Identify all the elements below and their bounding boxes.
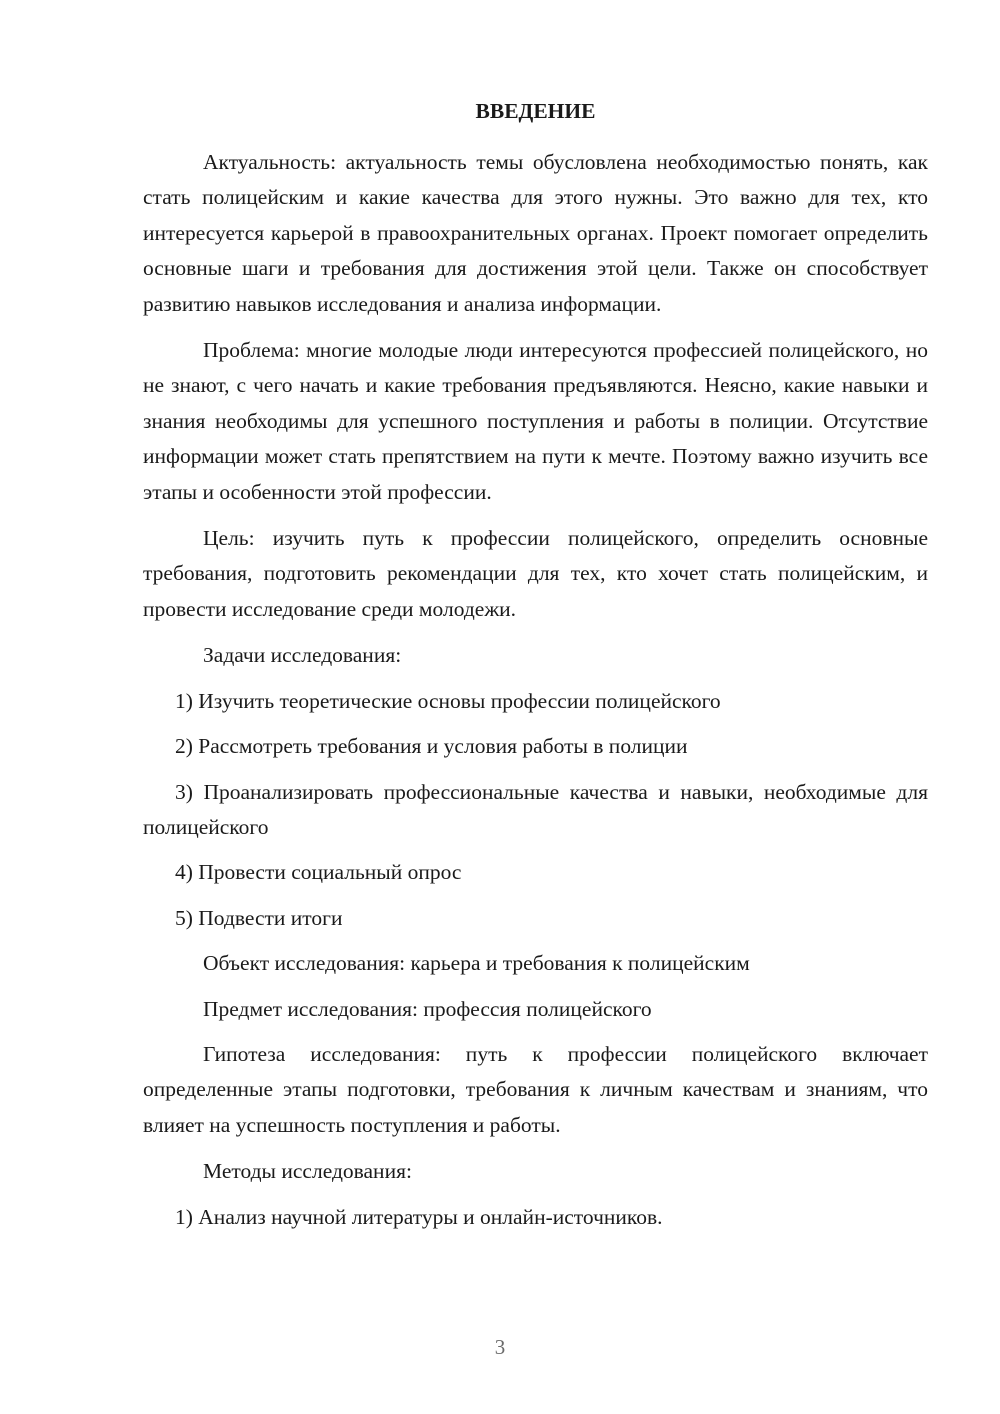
tasks-heading: Задачи исследования:	[203, 643, 402, 668]
method-item-1: 1) Анализ научной литературы и онлайн-источников.	[175, 1204, 663, 1229]
hypothesis-paragraph: Гипотеза исследования: путь к профессии полицейского включает определенные этапы подготовки, требования к личным качествам и знаниям, что влияет на успешность поступления и работы.	[143, 1041, 928, 1137]
task-item-4: 4) Провести социальный опрос	[175, 860, 462, 885]
task-item-3: 3) Проанализировать профессиональные качества и навыки, необходимые для полицейского	[143, 779, 928, 839]
document-page	[143, 96, 928, 1245]
page-title: ВВЕДЕНИЕ	[475, 99, 596, 123]
problem-paragraph: Проблема: многие молодые люди интересуются профессией полицейского, но не знают, с чего начать и какие требования предъявляются. Неясно, какие навыки и знания необходимы для успешного поступления и работы в полиции. Отсутствие информации может стать препятствием на пути к мечте. Поэтому важно изучить все этапы и особенности этой профессии.	[143, 338, 928, 504]
page-number: 3	[494, 1335, 506, 1359]
task-item-1: 1) Изучить теоретические основы профессии полицейского	[175, 688, 721, 713]
relevance-paragraph: Актуальность: актуальность темы обусловлена необходимостью понять, как стать полицейским и какие качества для этого нужны. Это важно для тех, кто интересуется карьерой в правоохранительных органах. Проект помогает определить основные шаги и требования для достижения этой цели. Также он способствует развитию навыков исследования и анализа информации.	[143, 150, 928, 316]
research-object: Объект исследования: карьера и требования к полицейским	[203, 951, 750, 976]
methods-heading: Методы исследования:	[203, 1159, 412, 1184]
research-subject: Предмет исследования: профессия полицейского	[203, 996, 652, 1021]
task-item-2: 2) Рассмотреть требования и условия работы в полиции	[175, 734, 688, 759]
task-item-5: 5) Подвести итоги	[175, 905, 343, 930]
goal-paragraph: Цель: изучить путь к профессии полицейского, определить основные требования, подготовить рекомендации для тех, кто хочет стать полицейским, и провести исследование среди молодежи.	[143, 526, 928, 621]
